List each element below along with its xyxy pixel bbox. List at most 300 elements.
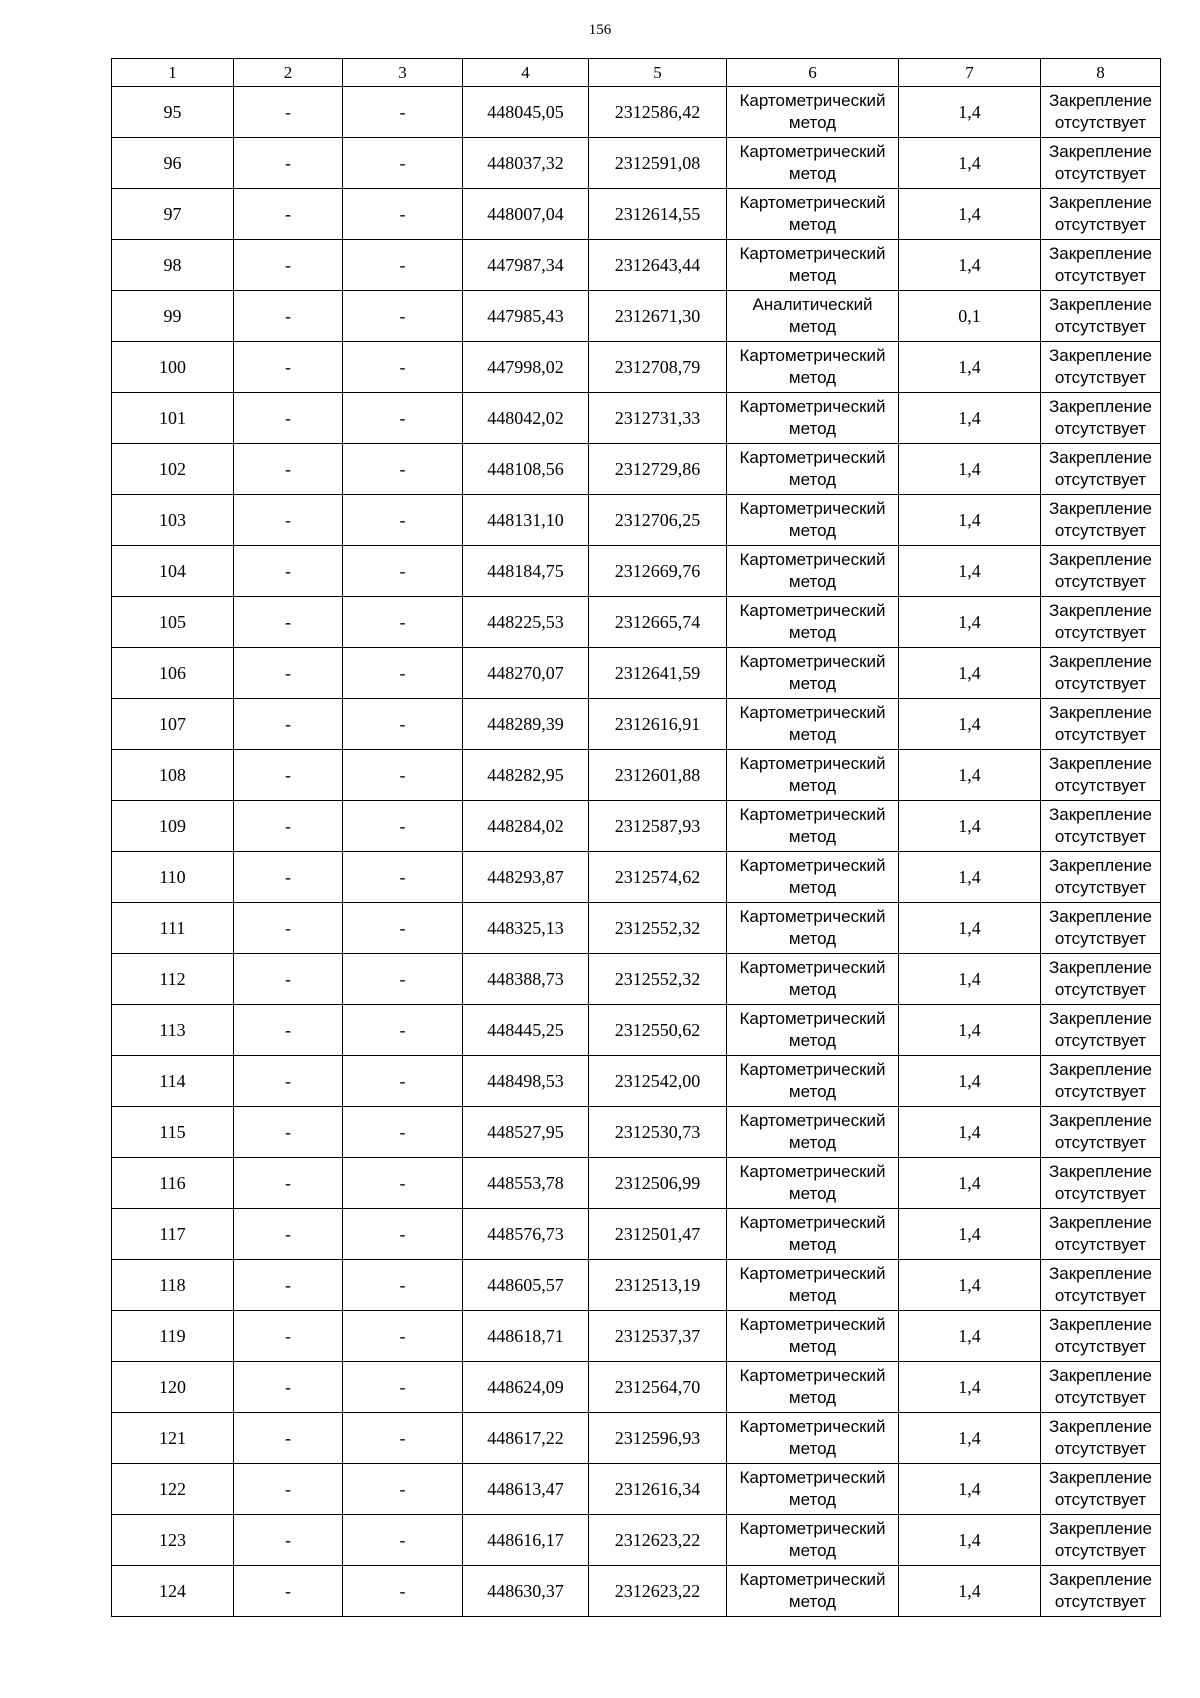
y-coordinate-cell: 2312501,47 [589, 1209, 727, 1260]
fixation-cell [1041, 1260, 1161, 1311]
cell-text-line: метод [788, 164, 837, 183]
col3-cell: - [343, 1515, 463, 1566]
cell-text-line: отсутствует [1054, 215, 1147, 234]
cell-text-line: Картометрический [739, 1161, 886, 1181]
x-coordinate-cell: 448184,75 [463, 546, 589, 597]
point-number-cell: 118 [112, 1260, 234, 1311]
x-coordinate-cell: 448108,56 [463, 444, 589, 495]
col2-cell: - [234, 1005, 343, 1056]
col2-cell: - [234, 1056, 343, 1107]
accuracy-cell: 1,4 [899, 1464, 1041, 1515]
col2-cell: - [234, 393, 343, 444]
col2-cell: - [234, 1311, 343, 1362]
cell-text-line: Закрепление [1049, 1008, 1152, 1028]
table-row [112, 597, 1161, 648]
col2-cell: - [234, 597, 343, 648]
method-cell [727, 291, 899, 342]
point-number-cell: 115 [112, 1107, 234, 1158]
fixation-cell [1041, 1566, 1161, 1617]
table-row [112, 546, 1161, 597]
cell-text-line: метод [788, 215, 837, 234]
cell-text-line: отсутствует [1054, 1286, 1147, 1305]
col3-cell: - [343, 138, 463, 189]
accuracy-cell: 1,4 [899, 597, 1041, 648]
cell-text-line: отсутствует [1054, 1337, 1147, 1356]
cell-text-line: Закрепление [1049, 1416, 1152, 1436]
fixation-cell [1041, 138, 1161, 189]
cell-text-line: отсутствует [1054, 674, 1147, 693]
cell-text-line: Картометрический [739, 651, 886, 671]
col3-cell: - [343, 1158, 463, 1209]
table-row [112, 240, 1161, 291]
x-coordinate-cell: 448498,53 [463, 1056, 589, 1107]
y-coordinate-cell: 2312706,25 [589, 495, 727, 546]
fixation-cell [1041, 393, 1161, 444]
fixation-cell [1041, 699, 1161, 750]
fixation-cell [1041, 597, 1161, 648]
col2-cell: - [234, 1158, 343, 1209]
col2-cell: - [234, 750, 343, 801]
method-cell [727, 1515, 899, 1566]
cell-text-line: Закрепление [1049, 549, 1152, 569]
cell-text-line: Закрепление [1049, 1518, 1152, 1538]
cell-text-line: метод [788, 1286, 837, 1305]
method-cell [727, 954, 899, 1005]
x-coordinate-cell: 447998,02 [463, 342, 589, 393]
y-coordinate-cell: 2312530,73 [589, 1107, 727, 1158]
fixation-cell [1041, 801, 1161, 852]
method-cell [727, 189, 899, 240]
fixation-cell [1041, 1311, 1161, 1362]
col2-cell: - [234, 903, 343, 954]
cell-text-line: отсутствует [1054, 1031, 1147, 1050]
cell-text-line: Картометрический [739, 1212, 886, 1232]
cell-text-line: Картометрический [739, 906, 886, 926]
table-header-row [112, 59, 1161, 87]
accuracy-cell: 1,4 [899, 240, 1041, 291]
accuracy-cell: 1,4 [899, 903, 1041, 954]
col2-cell: - [234, 87, 343, 138]
fixation-cell [1041, 291, 1161, 342]
col2-cell: - [234, 801, 343, 852]
x-coordinate-cell: 448624,09 [463, 1362, 589, 1413]
col2-cell: - [234, 189, 343, 240]
point-number-cell: 99 [112, 291, 234, 342]
column-header: 7 [899, 59, 1041, 87]
accuracy-cell: 1,4 [899, 495, 1041, 546]
x-coordinate-cell: 448527,95 [463, 1107, 589, 1158]
col3-cell: - [343, 1566, 463, 1617]
cell-text-line: Закрепление [1049, 957, 1152, 977]
col3-cell: - [343, 1107, 463, 1158]
cell-text-line: Закрепление [1049, 600, 1152, 620]
cell-text-line: отсутствует [1054, 1184, 1147, 1203]
y-coordinate-cell: 2312671,30 [589, 291, 727, 342]
fixation-cell [1041, 444, 1161, 495]
cell-text-line: метод [788, 1541, 837, 1560]
cell-text-line: отсутствует [1054, 929, 1147, 948]
cell-text-line: метод [788, 1082, 837, 1101]
table-row [112, 393, 1161, 444]
accuracy-cell: 1,4 [899, 444, 1041, 495]
cell-text-line: Картометрический [739, 702, 886, 722]
cell-text-line: Картометрический [739, 396, 886, 416]
accuracy-cell: 1,4 [899, 954, 1041, 1005]
table-row [112, 138, 1161, 189]
cell-text-line: Картометрический [739, 549, 886, 569]
method-cell [727, 240, 899, 291]
x-coordinate-cell: 448289,39 [463, 699, 589, 750]
method-cell [727, 1005, 899, 1056]
table-row [112, 342, 1161, 393]
point-number-cell: 111 [112, 903, 234, 954]
column-header: 8 [1041, 59, 1161, 87]
cell-text-line: отсутствует [1054, 725, 1147, 744]
table-row [112, 1158, 1161, 1209]
col3-cell: - [343, 750, 463, 801]
col3-cell: - [343, 291, 463, 342]
accuracy-cell: 1,4 [899, 1158, 1041, 1209]
x-coordinate-cell: 448605,57 [463, 1260, 589, 1311]
cell-text-line: отсутствует [1054, 1235, 1147, 1254]
col2-cell: - [234, 954, 343, 1005]
method-cell [727, 1311, 899, 1362]
col2-cell: - [234, 1260, 343, 1311]
method-cell [727, 597, 899, 648]
table-body [112, 87, 1161, 1617]
x-coordinate-cell: 448293,87 [463, 852, 589, 903]
fixation-cell [1041, 1005, 1161, 1056]
point-number-cell: 96 [112, 138, 234, 189]
cell-text-line: метод [788, 878, 837, 897]
cell-text-line: Картометрический [739, 1569, 886, 1589]
y-coordinate-cell: 2312552,32 [589, 903, 727, 954]
col3-cell: - [343, 342, 463, 393]
accuracy-cell: 1,4 [899, 1515, 1041, 1566]
col2-cell: - [234, 444, 343, 495]
cell-text-line: Закрепление [1049, 702, 1152, 722]
accuracy-cell: 1,4 [899, 1209, 1041, 1260]
cell-text-line: метод [788, 266, 837, 285]
method-cell [727, 138, 899, 189]
accuracy-cell: 1,4 [899, 189, 1041, 240]
accuracy-cell: 1,4 [899, 1260, 1041, 1311]
cell-text-line: отсутствует [1054, 1082, 1147, 1101]
x-coordinate-cell: 448042,02 [463, 393, 589, 444]
y-coordinate-cell: 2312623,22 [589, 1566, 727, 1617]
accuracy-cell: 1,4 [899, 546, 1041, 597]
y-coordinate-cell: 2312643,44 [589, 240, 727, 291]
method-cell [727, 342, 899, 393]
point-number-cell: 123 [112, 1515, 234, 1566]
table-row [112, 444, 1161, 495]
point-number-cell: 105 [112, 597, 234, 648]
x-coordinate-cell: 448007,04 [463, 189, 589, 240]
cell-text-line: отсутствует [1054, 368, 1147, 387]
col3-cell: - [343, 1362, 463, 1413]
table-row [112, 903, 1161, 954]
cell-text-line: Закрепление [1049, 1212, 1152, 1232]
col2-cell: - [234, 648, 343, 699]
y-coordinate-cell: 2312542,00 [589, 1056, 727, 1107]
col2-cell: - [234, 291, 343, 342]
table-row [112, 1515, 1161, 1566]
cell-text-line: метод [788, 521, 837, 540]
y-coordinate-cell: 2312586,42 [589, 87, 727, 138]
y-coordinate-cell: 2312574,62 [589, 852, 727, 903]
cell-text-line: Закрепление [1049, 1110, 1152, 1130]
cell-text-line: Картометрический [739, 90, 886, 110]
point-number-cell: 103 [112, 495, 234, 546]
cell-text-line: Картометрический [739, 1059, 886, 1079]
cell-text-line: Картометрический [739, 1008, 886, 1028]
method-cell [727, 1209, 899, 1260]
cell-text-line: метод [788, 1490, 837, 1509]
method-cell [727, 699, 899, 750]
cell-text-line: отсутствует [1054, 776, 1147, 795]
col2-cell: - [234, 495, 343, 546]
accuracy-cell: 1,4 [899, 1311, 1041, 1362]
x-coordinate-cell: 447985,43 [463, 291, 589, 342]
col2-cell: - [234, 699, 343, 750]
point-number-cell: 113 [112, 1005, 234, 1056]
col2-cell: - [234, 1362, 343, 1413]
col2-cell: - [234, 1515, 343, 1566]
method-cell [727, 750, 899, 801]
point-number-cell: 121 [112, 1413, 234, 1464]
table-row [112, 1362, 1161, 1413]
col2-cell: - [234, 342, 343, 393]
col2-cell: - [234, 1464, 343, 1515]
table-row [112, 699, 1161, 750]
accuracy-cell: 1,4 [899, 801, 1041, 852]
column-header: 2 [234, 59, 343, 87]
fixation-cell [1041, 240, 1161, 291]
col2-cell: - [234, 1566, 343, 1617]
point-number-cell: 106 [112, 648, 234, 699]
method-cell [727, 1362, 899, 1413]
col3-cell: - [343, 903, 463, 954]
x-coordinate-cell: 448131,10 [463, 495, 589, 546]
cell-text-line: метод [788, 419, 837, 438]
table-row [112, 750, 1161, 801]
col3-cell: - [343, 1311, 463, 1362]
method-cell [727, 801, 899, 852]
cell-text-line: Картометрический [739, 1263, 886, 1283]
fixation-cell [1041, 1209, 1161, 1260]
accuracy-cell: 1,4 [899, 342, 1041, 393]
table-row [112, 1311, 1161, 1362]
x-coordinate-cell: 447987,34 [463, 240, 589, 291]
point-number-cell: 95 [112, 87, 234, 138]
method-cell [727, 1413, 899, 1464]
coordinates-table [111, 58, 1161, 1617]
column-header: 1 [112, 59, 234, 87]
cell-text-line: отсутствует [1054, 827, 1147, 846]
cell-text-line: Закрепление [1049, 396, 1152, 416]
cell-text-line: метод [788, 113, 837, 132]
point-number-cell: 119 [112, 1311, 234, 1362]
fixation-cell [1041, 852, 1161, 903]
cell-text-line: Картометрический [739, 1314, 886, 1334]
fixation-cell [1041, 495, 1161, 546]
x-coordinate-cell: 448270,07 [463, 648, 589, 699]
column-header: 4 [463, 59, 589, 87]
col3-cell: - [343, 444, 463, 495]
fixation-cell [1041, 903, 1161, 954]
cell-text-line: Закрепление [1049, 345, 1152, 365]
point-number-cell: 124 [112, 1566, 234, 1617]
fixation-cell [1041, 648, 1161, 699]
col3-cell: - [343, 1209, 463, 1260]
col3-cell: - [343, 648, 463, 699]
cell-text-line: метод [788, 317, 837, 336]
table-row [112, 648, 1161, 699]
y-coordinate-cell: 2312552,32 [589, 954, 727, 1005]
y-coordinate-cell: 2312614,55 [589, 189, 727, 240]
cell-text-line: метод [788, 1592, 837, 1611]
cell-text-line: отсутствует [1054, 572, 1147, 591]
cell-text-line: метод [788, 1031, 837, 1050]
x-coordinate-cell: 448325,13 [463, 903, 589, 954]
method-cell [727, 546, 899, 597]
y-coordinate-cell: 2312550,62 [589, 1005, 727, 1056]
accuracy-cell: 0,1 [899, 291, 1041, 342]
col3-cell: - [343, 495, 463, 546]
col3-cell: - [343, 954, 463, 1005]
fixation-cell [1041, 189, 1161, 240]
x-coordinate-cell: 448445,25 [463, 1005, 589, 1056]
table-row [112, 495, 1161, 546]
col3-cell: - [343, 1464, 463, 1515]
fixation-cell [1041, 954, 1161, 1005]
point-number-cell: 108 [112, 750, 234, 801]
y-coordinate-cell: 2312587,93 [589, 801, 727, 852]
accuracy-cell: 1,4 [899, 750, 1041, 801]
cell-text-line: Картометрический [739, 1110, 886, 1130]
table-row [112, 1107, 1161, 1158]
cell-text-line: метод [788, 674, 837, 693]
cell-text-line: Закрепление [1049, 141, 1152, 161]
fixation-cell [1041, 342, 1161, 393]
fixation-cell [1041, 1413, 1161, 1464]
table-row [112, 291, 1161, 342]
x-coordinate-cell: 448282,95 [463, 750, 589, 801]
cell-text-line: отсутствует [1054, 521, 1147, 540]
method-cell [727, 444, 899, 495]
y-coordinate-cell: 2312623,22 [589, 1515, 727, 1566]
point-number-cell: 101 [112, 393, 234, 444]
table-row [112, 801, 1161, 852]
cell-text-line: Закрепление [1049, 1161, 1152, 1181]
col3-cell: - [343, 801, 463, 852]
y-coordinate-cell: 2312729,86 [589, 444, 727, 495]
y-coordinate-cell: 2312708,79 [589, 342, 727, 393]
y-coordinate-cell: 2312601,88 [589, 750, 727, 801]
cell-text-line: Закрепление [1049, 1314, 1152, 1334]
table-row [112, 1209, 1161, 1260]
cell-text-line: метод [788, 1388, 837, 1407]
cell-text-line: Закрепление [1049, 855, 1152, 875]
cell-text-line: Картометрический [739, 345, 886, 365]
table-row [112, 1056, 1161, 1107]
fixation-cell [1041, 1464, 1161, 1515]
method-cell [727, 1107, 899, 1158]
y-coordinate-cell: 2312616,91 [589, 699, 727, 750]
point-number-cell: 109 [112, 801, 234, 852]
cell-text-line: Картометрический [739, 804, 886, 824]
cell-text-line: Закрепление [1049, 906, 1152, 926]
cell-text-line: отсутствует [1054, 317, 1147, 336]
column-header: 6 [727, 59, 899, 87]
cell-text-line: метод [788, 1337, 837, 1356]
table-row [112, 1005, 1161, 1056]
cell-text-line: Закрепление [1049, 804, 1152, 824]
cell-text-line: Закрепление [1049, 651, 1152, 671]
cell-text-line: Закрепление [1049, 447, 1152, 467]
x-coordinate-cell: 448630,37 [463, 1566, 589, 1617]
cell-text-line: метод [788, 368, 837, 387]
x-coordinate-cell: 448388,73 [463, 954, 589, 1005]
cell-text-line: метод [788, 929, 837, 948]
accuracy-cell: 1,4 [899, 1107, 1041, 1158]
x-coordinate-cell: 448617,22 [463, 1413, 589, 1464]
method-cell [727, 1566, 899, 1617]
table-row [112, 1566, 1161, 1617]
cell-text-line: отсутствует [1054, 470, 1147, 489]
cell-text-line: метод [788, 470, 837, 489]
method-cell [727, 1158, 899, 1209]
col2-cell: - [234, 240, 343, 291]
method-cell [727, 903, 899, 954]
table-row [112, 1464, 1161, 1515]
col2-cell: - [234, 546, 343, 597]
cell-text-line: отсутствует [1054, 1541, 1147, 1560]
cell-text-line: метод [788, 1133, 837, 1152]
accuracy-cell: 1,4 [899, 138, 1041, 189]
point-number-cell: 112 [112, 954, 234, 1005]
accuracy-cell: 1,4 [899, 699, 1041, 750]
accuracy-cell: 1,4 [899, 1413, 1041, 1464]
cell-text-line: Закрепление [1049, 294, 1152, 314]
col3-cell: - [343, 189, 463, 240]
method-cell [727, 87, 899, 138]
column-header: 3 [343, 59, 463, 87]
cell-text-line: отсутствует [1054, 623, 1147, 642]
col3-cell: - [343, 393, 463, 444]
y-coordinate-cell: 2312506,99 [589, 1158, 727, 1209]
x-coordinate-cell: 448045,05 [463, 87, 589, 138]
cell-text-line: отсутствует [1054, 1592, 1147, 1611]
cell-text-line: метод [788, 623, 837, 642]
col3-cell: - [343, 1005, 463, 1056]
method-cell [727, 648, 899, 699]
method-cell [727, 1056, 899, 1107]
fixation-cell [1041, 1107, 1161, 1158]
y-coordinate-cell: 2312537,37 [589, 1311, 727, 1362]
cell-text-line: отсутствует [1054, 1439, 1147, 1458]
point-number-cell: 114 [112, 1056, 234, 1107]
y-coordinate-cell: 2312731,33 [589, 393, 727, 444]
method-cell [727, 1260, 899, 1311]
x-coordinate-cell: 448618,71 [463, 1311, 589, 1362]
cell-text-line: Закрепление [1049, 1569, 1152, 1589]
x-coordinate-cell: 448616,17 [463, 1515, 589, 1566]
cell-text-line: Картометрический [739, 1365, 886, 1385]
table-row [112, 1413, 1161, 1464]
col2-cell: - [234, 1413, 343, 1464]
cell-text-line: Закрепление [1049, 1059, 1152, 1079]
